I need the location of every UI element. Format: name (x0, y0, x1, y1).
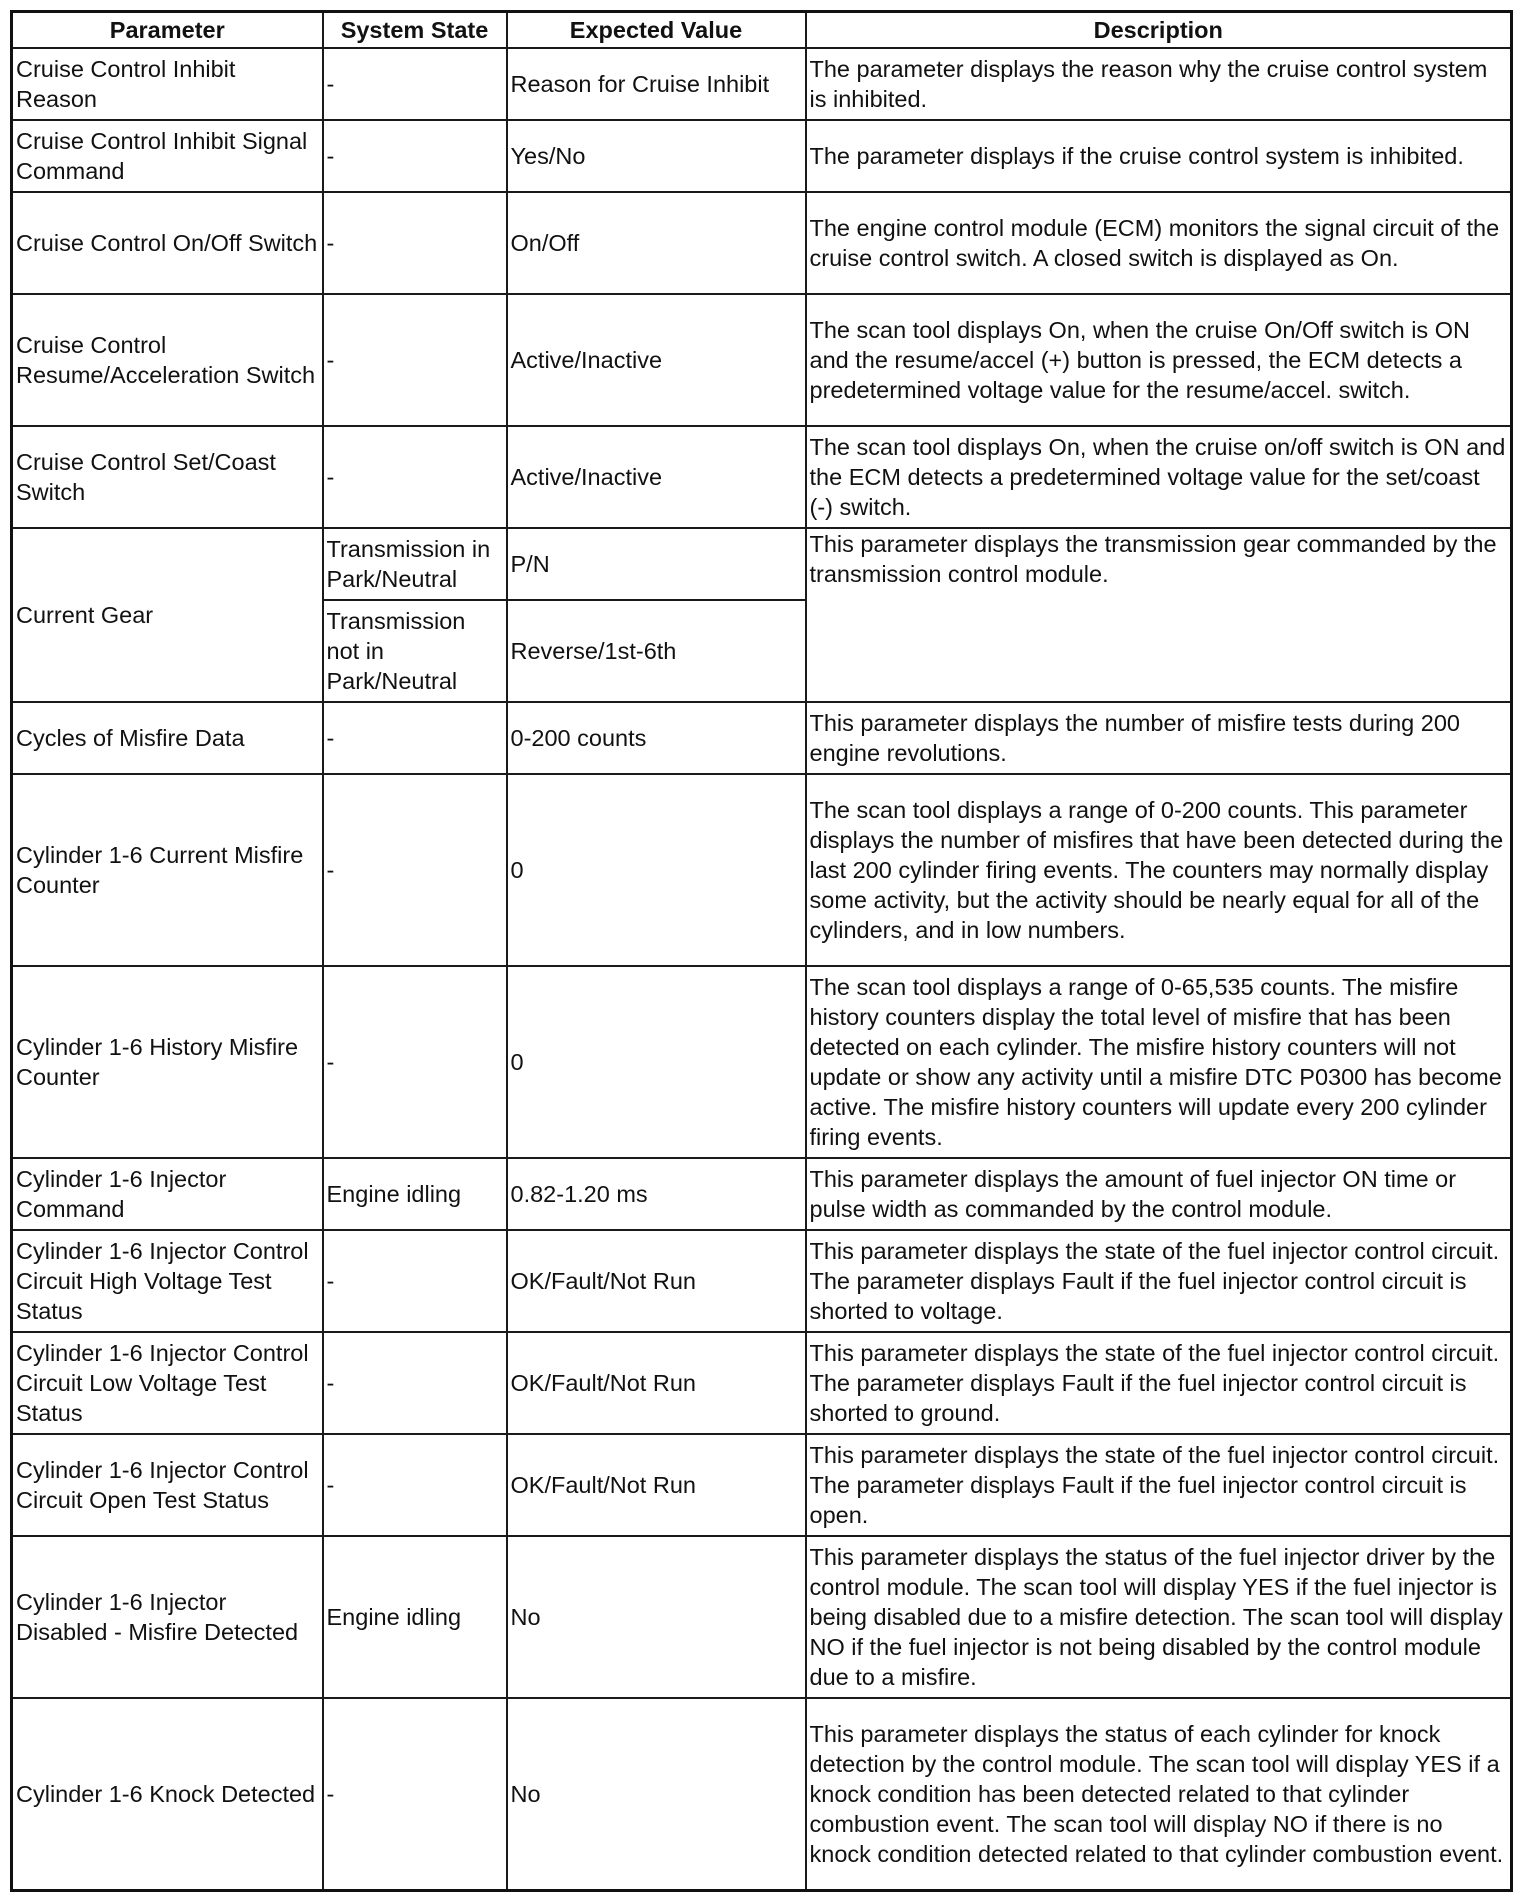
description-cell: This parameter displays the transmission gear commanded by the transmission control module. (806, 528, 1512, 702)
table-row (12, 528, 1512, 600)
parameter-cell: Cylinder 1-6 Injector Disabled - Misfire Detected (12, 1536, 323, 1698)
parameter-table (10, 10, 1513, 1892)
system-state-cell: Engine idling (323, 1536, 507, 1698)
system-state-cell: - (323, 1434, 507, 1536)
expected-value-cell: 0.82-1.20 ms (507, 1158, 806, 1230)
description-cell: The parameter displays if the cruise control system is inhibited. (806, 120, 1512, 192)
table-row (12, 192, 1512, 294)
parameter-cell: Cruise Control Inhibit Signal Command (12, 120, 323, 192)
header-description: Description (806, 12, 1512, 49)
system-state-cell: - (323, 426, 507, 528)
description-cell: This parameter displays the state of the fuel injector control circuit. The parameter displays Fault if the fuel injector control circuit is shorted to ground. (806, 1332, 1512, 1434)
system-state-cell: - (323, 192, 507, 294)
system-state-cell: - (323, 1698, 507, 1890)
system-state-cell: - (323, 1332, 507, 1434)
system-state-cell: - (323, 774, 507, 966)
parameter-cell: Cylinder 1-6 Current Misfire Counter (12, 774, 323, 966)
expected-value-cell: Yes/No (507, 120, 806, 192)
expected-value-cell: OK/Fault/Not Run (507, 1434, 806, 1536)
header-row (12, 12, 1512, 49)
parameter-cell: Cylinder 1-6 History Misfire Counter (12, 966, 323, 1158)
table-row (12, 1158, 1512, 1230)
table-row (12, 120, 1512, 192)
table-row (12, 48, 1512, 120)
system-state-cell: - (323, 48, 507, 120)
system-state-cell: - (323, 702, 507, 774)
description-cell: This parameter displays the number of misfire tests during 200 engine revolutions. (806, 702, 1512, 774)
description-cell: The scan tool displays On, when the cruise On/Off switch is ON and the resume/accel (+) button is pressed, the ECM detects a predetermined voltage value for the resume/accel. switch. (806, 294, 1512, 426)
table-row (12, 426, 1512, 528)
table-row (12, 966, 1512, 1158)
expected-value-cell: 0 (507, 966, 806, 1158)
table-row (12, 1230, 1512, 1332)
description-cell: This parameter displays the state of the fuel injector control circuit. The parameter displays Fault if the fuel injector control circuit is open. (806, 1434, 1512, 1536)
parameter-cell: Cylinder 1-6 Injector Control Circuit Open Test Status (12, 1434, 323, 1536)
parameter-cell: Cylinder 1-6 Injector Command (12, 1158, 323, 1230)
header-system-state: System State (323, 12, 507, 49)
expected-value-cell: Active/Inactive (507, 426, 806, 528)
parameter-cell: Cylinder 1-6 Injector Control Circuit High Voltage Test Status (12, 1230, 323, 1332)
table-row (12, 774, 1512, 966)
table-row (12, 702, 1512, 774)
table-row (12, 1536, 1512, 1698)
description-cell: This parameter displays the status of the fuel injector driver by the control module. The scan tool will display YES if the fuel injector is being disabled due to a misfire detection. The scan tool will display NO if the fuel injector is not being disabled by the control module due to a misfire. (806, 1536, 1512, 1698)
table-row (12, 1332, 1512, 1434)
expected-value-cell: OK/Fault/Not Run (507, 1230, 806, 1332)
description-cell: The parameter displays the reason why the cruise control system is inhibited. (806, 48, 1512, 120)
expected-value-cell: On/Off (507, 192, 806, 294)
parameter-cell: Cylinder 1-6 Injector Control Circuit Low Voltage Test Status (12, 1332, 323, 1434)
parameter-cell: Cruise Control On/Off Switch (12, 192, 323, 294)
expected-value-cell: Reason for Cruise Inhibit (507, 48, 806, 120)
table-row (12, 294, 1512, 426)
system-state-cell: Transmission in Park/Neutral (323, 528, 507, 600)
system-state-cell: Transmission not in Park/Neutral (323, 600, 507, 702)
description-cell: This parameter displays the state of the fuel injector control circuit. The parameter displays Fault if the fuel injector control circuit is shorted to voltage. (806, 1230, 1512, 1332)
expected-value-cell: No (507, 1536, 806, 1698)
parameter-cell: Cruise Control Inhibit Reason (12, 48, 323, 120)
description-cell: This parameter displays the status of each cylinder for knock detection by the control module. The scan tool will display YES if a knock condition has been detected related to that cylinder combustion event. The scan tool will display NO if there is no knock condition detected related to that cylinder combustion event. (806, 1698, 1512, 1890)
system-state-cell: Engine idling (323, 1158, 507, 1230)
expected-value-cell: 0 (507, 774, 806, 966)
header-expected-value: Expected Value (507, 12, 806, 49)
description-cell: The scan tool displays On, when the cruise on/off switch is ON and the ECM detects a predetermined voltage value for the set/coast (-) switch. (806, 426, 1512, 528)
expected-value-cell: OK/Fault/Not Run (507, 1332, 806, 1434)
parameter-cell: Cylinder 1-6 Knock Detected (12, 1698, 323, 1890)
expected-value-cell: 0-200 counts (507, 702, 806, 774)
system-state-cell: - (323, 120, 507, 192)
description-cell: The scan tool displays a range of 0-200 counts. This parameter displays the number of misfires that have been detected during the last 200 cylinder firing events. The counters may normally display some activity, but the activity should be nearly equal for all of the cylinders, and in low numbers. (806, 774, 1512, 966)
system-state-cell: - (323, 1230, 507, 1332)
parameter-cell: Cruise Control Set/Coast Switch (12, 426, 323, 528)
description-cell: The scan tool displays a range of 0-65,535 counts. The misfire history counters display the total level of misfire that has been detected on each cylinder. The misfire history counters will not update or show any activity until a misfire DTC P0300 has become active. The misfire history counters will update every 200 cylinder firing events. (806, 966, 1512, 1158)
table-row (12, 1698, 1512, 1890)
expected-value-cell: Active/Inactive (507, 294, 806, 426)
description-cell: This parameter displays the amount of fuel injector ON time or pulse width as commanded by the control module. (806, 1158, 1512, 1230)
expected-value-cell: P/N (507, 528, 806, 600)
parameter-cell: Cruise Control Resume/Acceleration Switch (12, 294, 323, 426)
expected-value-cell: Reverse/1st-6th (507, 600, 806, 702)
parameter-cell: Cycles of Misfire Data (12, 702, 323, 774)
parameter-cell: Current Gear (12, 528, 323, 702)
header-parameter: Parameter (12, 12, 323, 49)
description-cell: The engine control module (ECM) monitors the signal circuit of the cruise control switch. A closed switch is displayed as On. (806, 192, 1512, 294)
table-row (12, 1434, 1512, 1536)
system-state-cell: - (323, 966, 507, 1158)
system-state-cell: - (323, 294, 507, 426)
expected-value-cell: No (507, 1698, 806, 1890)
